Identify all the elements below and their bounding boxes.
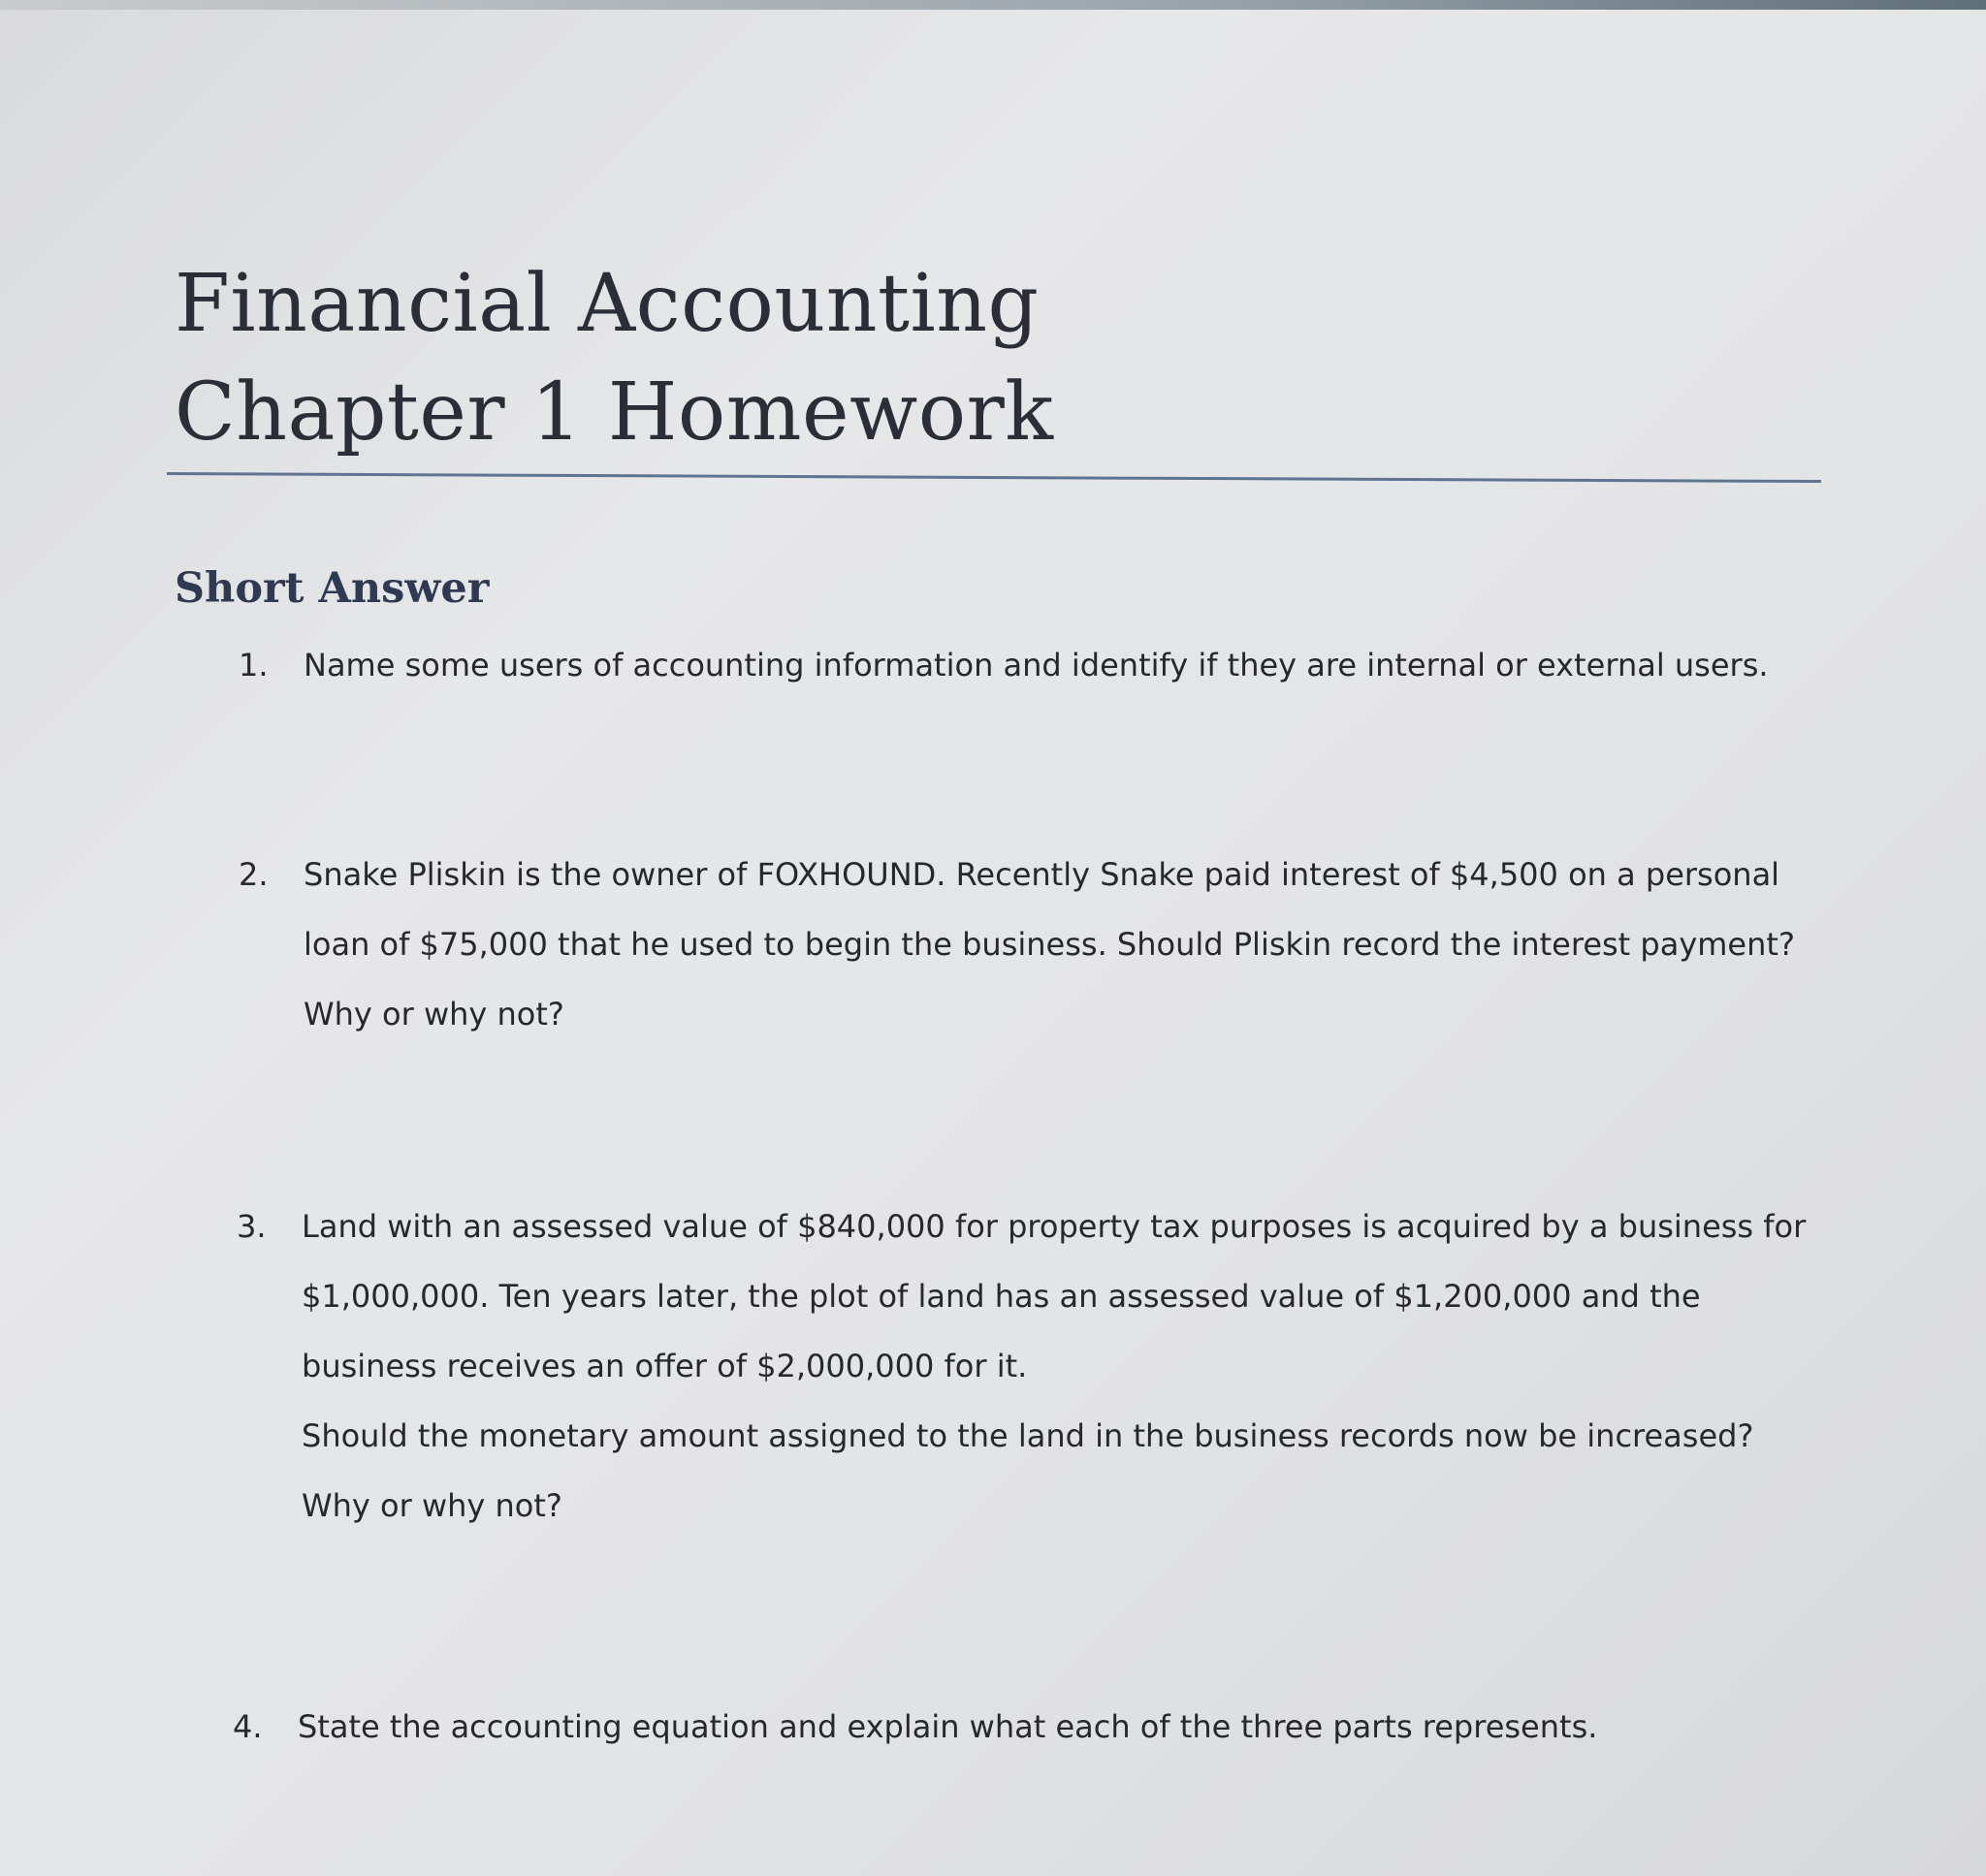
question-text <box>298 1692 1810 1762</box>
title-line-1: Financial Accounting <box>175 258 1040 350</box>
section-heading: Short Answer <box>175 564 490 613</box>
document-title <box>175 250 1054 467</box>
question-line: State the accounting equation and explain what each of the three parts represents. <box>298 1708 1598 1745</box>
question-text <box>302 1192 1814 1541</box>
question-number: 1. <box>239 647 269 684</box>
question-text <box>304 630 1816 700</box>
question-line: business receives an offer of $2,000,000 for it. <box>302 1348 1028 1384</box>
question-line: Name some users of accounting information and identify if they are internal or external users. <box>304 647 1769 684</box>
question-line: Land with an assessed value of $840,000 for property tax purposes is acquired by a business for <box>302 1208 1807 1245</box>
question-number: 4. <box>233 1708 263 1745</box>
question-text <box>304 840 1816 1049</box>
question-number: 3. <box>237 1208 267 1245</box>
question-number: 2. <box>239 856 269 893</box>
question-line: $1,000,000. Ten years later, the plot of land has an assessed value of $1,200,000 and the <box>302 1278 1701 1315</box>
question-line: Why or why not? <box>302 1487 562 1524</box>
title-line-2: Chapter 1 Homework <box>175 366 1054 459</box>
question-line: Should the monetary amount assigned to the land in the business records now be increased? <box>302 1417 1754 1454</box>
question-line: Why or why not? <box>304 996 564 1033</box>
question-line: loan of $75,000 that he used to begin the business. Should Pliskin record the interest payment? <box>304 926 1795 963</box>
question-line: Snake Pliskin is the owner of FOXHOUND. Recently Snake paid interest of $4,500 on a personal <box>304 856 1780 893</box>
title-divider <box>167 472 1821 483</box>
